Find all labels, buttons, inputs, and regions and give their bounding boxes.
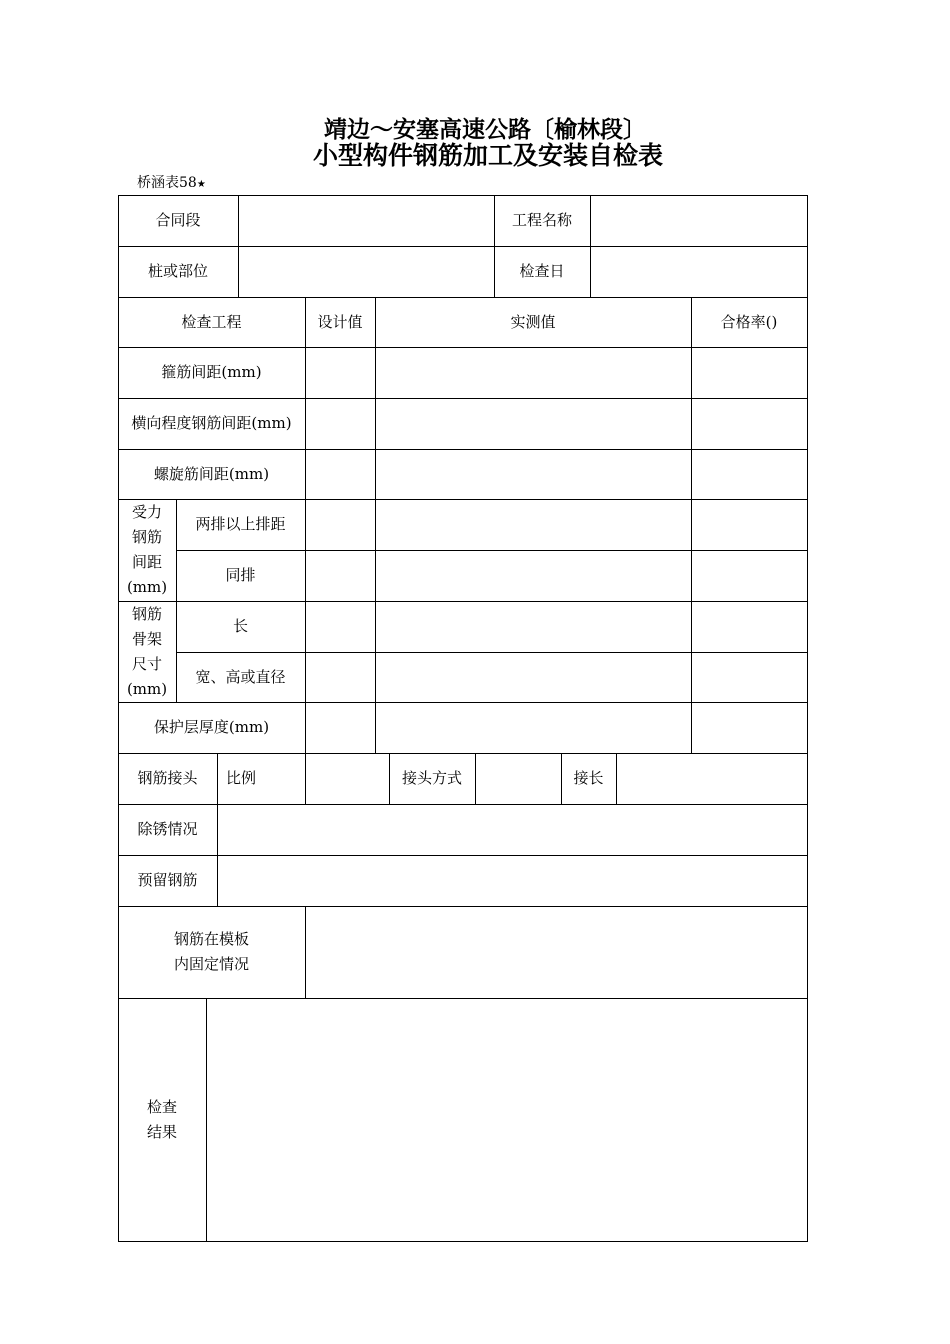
row-label-same-row: 同排 <box>225 566 256 584</box>
column-header-measured: 实测值 <box>510 312 556 331</box>
form-number: 桥涵表58★ <box>137 175 206 191</box>
reserved-bars-field[interactable] <box>217 855 807 906</box>
joint-lap-field[interactable] <box>616 753 807 804</box>
formwork-fixing-field[interactable] <box>305 906 807 998</box>
document-title-line1: 靖边～安塞高速公路〔榆林段〕 <box>324 117 646 143</box>
row-group-main-bar-spacing: 受力钢筋间距(mm) <box>126 503 168 596</box>
inspection-result-label: 检查 结果 <box>146 1097 177 1141</box>
joint-method-field[interactable] <box>475 753 561 804</box>
inspection-result-field[interactable] <box>206 998 807 1241</box>
row-group-cage-size: 钢筋骨架尺寸(mm) <box>126 604 168 698</box>
joint-ratio-field[interactable] <box>305 753 389 804</box>
formwork-fixing-label: 钢筋在模板 内固定情况 <box>173 930 249 973</box>
joint-ratio-label: 比例 <box>226 769 257 787</box>
row-label-cage-width: 宽、高或直径 <box>195 667 286 686</box>
project-name-label: 工程名称 <box>511 211 572 229</box>
row-label-cover-thickness: 保护层厚度(mm) <box>153 718 270 736</box>
row-label-stirrup-spacing: 箍筋间距(mm) <box>161 363 262 381</box>
row-label-cage-length: 长 <box>232 617 248 635</box>
rust-removal-field[interactable] <box>217 804 807 855</box>
row-label-transverse-spacing: 横向程度钢筋间距(mm) <box>131 414 292 432</box>
check-date-label: 检查日 <box>519 262 565 280</box>
document-title-line2: 小型构件钢筋加工及安装自检表 <box>312 141 663 170</box>
star-icon: ★ <box>196 179 206 190</box>
column-header-design: 设计值 <box>317 312 363 331</box>
column-header-item: 检查工程 <box>181 312 242 331</box>
station-field[interactable] <box>238 246 494 297</box>
joint-method-label: 接头方式 <box>401 769 462 787</box>
contract-section-field[interactable] <box>238 195 494 246</box>
check-date-field[interactable] <box>590 246 807 297</box>
joint-lap-label: 接长 <box>573 769 604 787</box>
project-name-field[interactable] <box>590 195 807 246</box>
row-label-multi-row-spacing: 两排以上排距 <box>195 515 286 533</box>
column-header-pass-rate: 合格率() <box>720 312 778 331</box>
row-label-spiral-spacing: 螺旋筋间距(mm) <box>153 464 270 483</box>
station-label: 桩或部位 <box>147 262 208 280</box>
joint-label: 钢筋接头 <box>137 769 198 787</box>
rust-removal-label: 除锈情况 <box>137 820 198 838</box>
reserved-bars-label: 预留钢筋 <box>137 871 198 889</box>
contract-section-label: 合同段 <box>155 211 201 229</box>
